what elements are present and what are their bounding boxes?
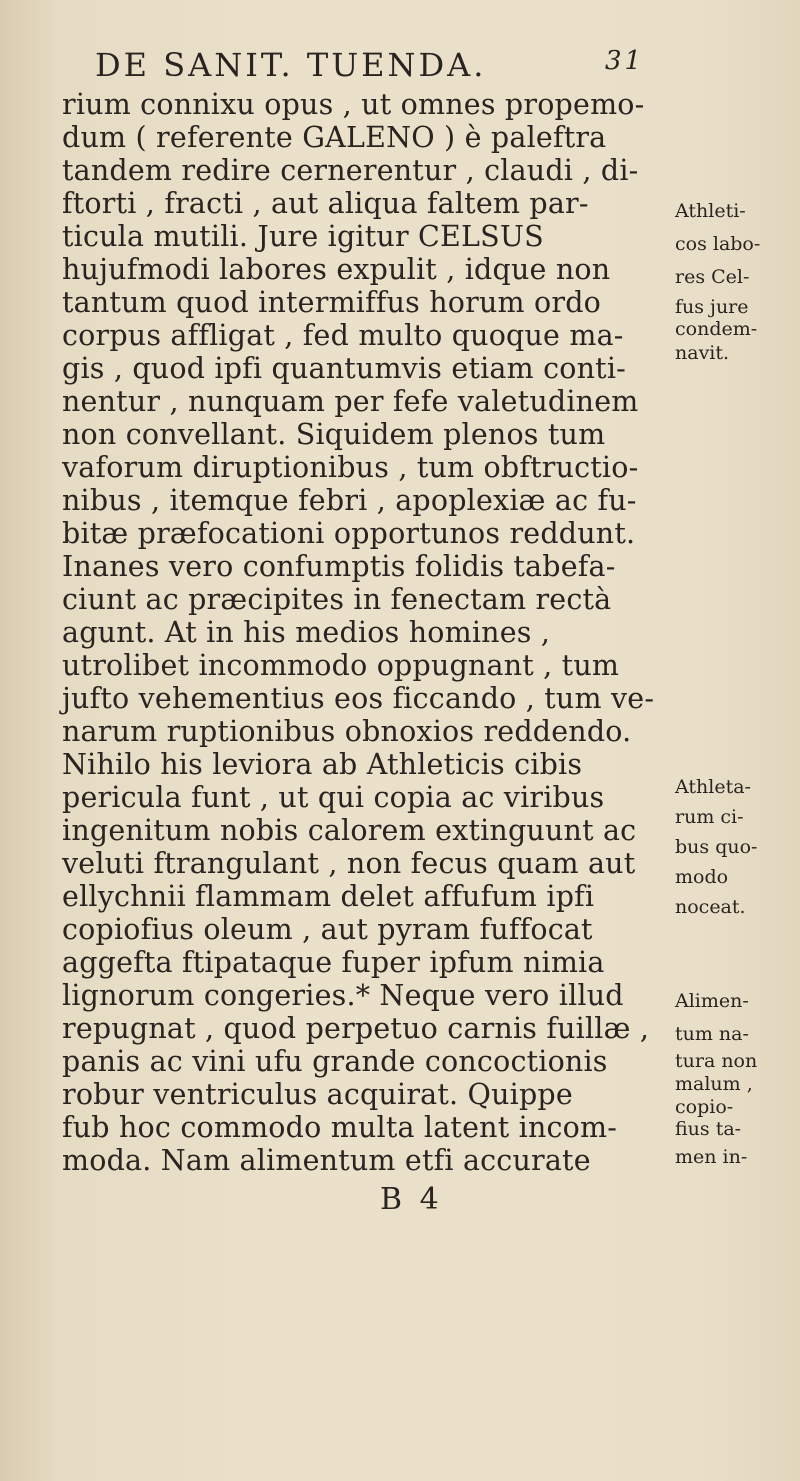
text-line: panis ac vini ufu grande concoctionis — [62, 1045, 608, 1078]
main-text — [62, 88, 662, 1177]
margin-note: navit. — [675, 342, 730, 364]
text-line: tandem redire cernerentur , claudi , di- — [62, 154, 639, 187]
text-line: repugnat , quod perpetuo carnis fuillæ , — [62, 1012, 650, 1045]
page-number: 31 — [605, 46, 645, 76]
text-line: gis , quod ipfi quantumvis etiam conti- — [62, 352, 626, 385]
text-line: corpus affligat , fed multo quoque ma- — [62, 319, 624, 352]
header-title: DE SANIT. TUENDA. — [95, 46, 487, 84]
text-line: bitæ præfocationi opportunos reddunt. — [62, 517, 636, 550]
text-line: nentur , nunquam per fefe valetudinem — [62, 385, 639, 418]
text-line: moda. Nam alimentum etfi accurate — [62, 1144, 591, 1177]
text-line: pericula funt , ut qui copia ac viribus — [62, 781, 605, 814]
margin-note: noceat. — [675, 896, 746, 918]
margin-note: modo — [675, 866, 729, 888]
text-line: narum ruptionibus obnoxios reddendo. — [62, 715, 632, 748]
margin-note: condem- — [675, 318, 758, 340]
text-line: vaforum diruptionibus , tum obftructio- — [62, 451, 639, 484]
text-line: jufto vehementius eos ficcando , tum ve- — [62, 682, 655, 715]
text-line: ftorti , fracti , aut aliqua faltem par- — [62, 187, 589, 220]
text-line: copiofius oleum , aut pyram fuffocat — [62, 913, 593, 946]
text-line: Nihilo his leviora ab Athleticis cibis — [62, 748, 583, 781]
running-header — [95, 46, 655, 84]
text-line: ticula mutili. Jure igitur CELSUS — [62, 220, 544, 253]
text-line: tantum quod intermiffus horum ordo — [62, 286, 602, 319]
margin-note: copio- — [675, 1096, 734, 1118]
text-line: hujufmodi labores expulit , idque non — [62, 253, 611, 286]
margin-note: res Cel- — [675, 266, 750, 288]
margin-note: tum na- — [675, 1023, 749, 1045]
margin-note: fius ta- — [675, 1118, 742, 1140]
text-line: nibus , itemque febri , apoplexiæ ac fu- — [62, 484, 637, 517]
text-line: robur ventriculus acquirat. Quippe — [62, 1078, 573, 1111]
text-line: dum ( referente GALENO ) è paleftra — [62, 121, 607, 154]
text-line: ciunt ac præcipites in fenectam rectà — [62, 583, 612, 616]
signature-mark: B 4 — [380, 1182, 443, 1217]
margin-note: bus quo- — [675, 836, 758, 858]
margin-note: rum ci- — [675, 806, 744, 828]
text-line: agunt. At in his medios homines , — [62, 616, 551, 649]
text-line: aggefta ftipataque fuper ipfum nimia — [62, 946, 605, 979]
text-line: utrolibet incommodo oppugnant , tum — [62, 649, 620, 682]
margin-note: Alimen- — [675, 990, 749, 1012]
margin-note: Athleti- — [675, 200, 746, 222]
text-line: non convellant. Siquidem plenos tum — [62, 418, 606, 451]
text-line: fub hoc commodo multa latent incom- — [62, 1111, 618, 1144]
margin-note: men in- — [675, 1146, 748, 1168]
margin-note: Athleta- — [675, 776, 751, 798]
margin-note: fus jure — [675, 296, 749, 318]
text-line: ellychnii flammam delet affufum ipfi — [62, 880, 595, 913]
text-line: veluti ftrangulant , non fecus quam aut — [62, 847, 636, 880]
text-line: lignorum congeries.* Neque vero illud — [62, 979, 624, 1012]
margin-note: malum , — [675, 1073, 753, 1095]
text-line: Inanes vero confumptis folidis tabefa- — [62, 550, 616, 583]
text-line: rium connixu opus , ut omnes propemo- — [62, 88, 645, 121]
text-line: ingenitum nobis calorem extinguunt ac — [62, 814, 637, 847]
margin-note: tura non — [675, 1050, 758, 1072]
margin-note: cos labo- — [675, 233, 761, 255]
